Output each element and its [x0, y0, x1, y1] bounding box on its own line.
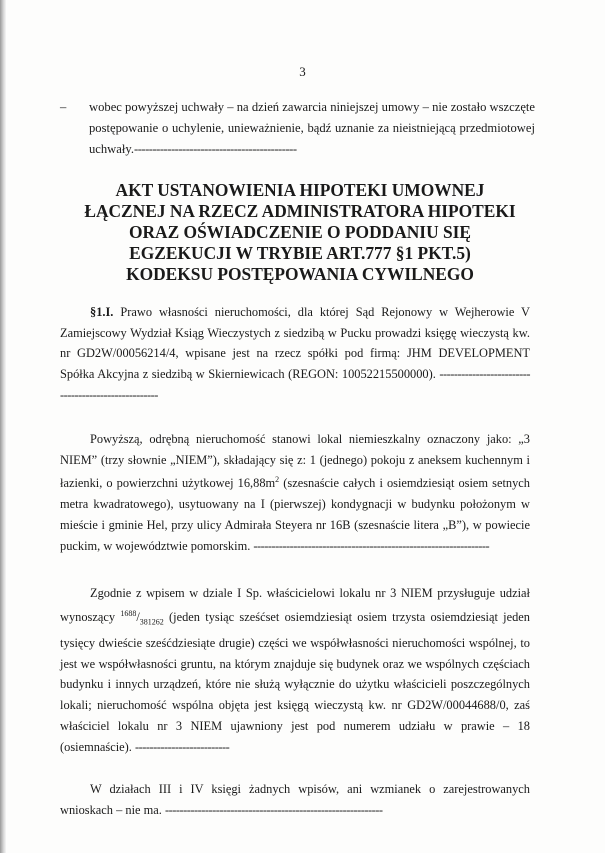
bullet-text-body: wobec powyższej uchwały – na dzień zawarcia niniejszej umowy – nie zostało wszczęte postępowanie o uchylenie, unieważnienie, bądź uznanie za nieistniejącą przedmiotowej uchwały.	[89, 100, 535, 156]
paragraph-4	[60, 779, 530, 820]
bullet-dash: –	[60, 100, 67, 114]
title-line: EGZEKUCJI W TRYBIE ART.777 §1 PKT.5)	[129, 243, 471, 263]
filler-dashes: --------------------------	[135, 739, 230, 754]
paragraph-text: (szesnaście całych i osiemdziesiąt osiem setnych metra kwadratowego), usytuowany na I (pierwszej) kondygnacji w budynku położonym w mieście i gminie Hel, przy ulicy Admirała Steyera nr 16B (szesnaście litera „B”), w powiecie puckim, w województwie pomorskim.	[60, 476, 530, 553]
bullet-text	[89, 97, 535, 160]
filler-dashes: -----------------------------------------------------------------	[253, 538, 490, 553]
fraction-numerator: 1688	[120, 608, 137, 618]
paragraph-text: W działach III i IV księgi żadnych wpisów, ani wzmianek o zarejestrowanych wnioskach – nie ma.	[60, 782, 530, 817]
fraction-denominator: 381262	[139, 617, 164, 627]
section-title	[70, 180, 530, 285]
filler-dashes: ------------------------------------------------------------	[164, 802, 383, 817]
filler-dashes: --------------------------------------------	[134, 142, 297, 156]
filler-dashes: ----------------------------------------------------	[60, 367, 530, 402]
section-label: §1.I.	[90, 305, 114, 319]
paragraph-text: Zgodnie z wpisem w dziale I Sp. właścicielowi lokalu nr 3 NIEM przysługuje udział wynoszący	[60, 586, 530, 624]
title-line: KODEKSU POSTĘPOWANIA CYWILNEGO	[126, 264, 474, 284]
title-line: ORAZ OŚWIADCZENIE O PODDANIU SIĘ	[128, 222, 472, 242]
title-line: AKT USTANOWIENIA HIPOTEKI UMOWNEJ	[115, 180, 485, 200]
scan-edge-shadow	[0, 0, 6, 853]
paragraph-1	[60, 302, 530, 406]
paragraph-text: (jeden tysiąc sześćset osiemdziesiąt osiem trzysta osiemdziesiąt jeden tysięcy dwieście sześćdziesiąte drugie) części we współwłasności nieruchomości wspólnej, to jest we współwłasności gruntu, na którym znajduje się budynek oraz we wspólnych częściach budynku i innych urządzeń, które nie służą wyłącznie do użytku właścicieli poszczególnych lokali; nieruchomość wspólna objęta jest księgą wieczystą kw. nr GD2W/00044688/0, zaś właściciel lokalu nr 3 NIEM ujawniony jest pod numerem udziału w prawie – 18 (osiemnaście).	[60, 609, 531, 754]
paragraph-2	[60, 429, 530, 556]
superscript: 2	[275, 475, 280, 485]
title-line: ŁĄCZNEJ NA RZECZ ADMINISTRATORA HIPOTEKI	[84, 201, 516, 221]
paragraph-text: Prawo własności nieruchomości, dla której Sąd Rejonowy w Wejherowie V Zamiejscowy Wydział Ksiąg Wieczystych z siedzibą w Pucku prowadzi księgę wieczystą kw. nr GD2W/00056214/4, wpisane jest na rzecz spółki pod firmą: JHM DEVELOPMENT Spółka Akcyjna z siedzibą w Skierniewicach (REGON: 10052215500000).	[60, 305, 530, 382]
page-number: 3	[299, 64, 306, 79]
paragraph-3	[60, 583, 530, 757]
paragraph-text: Powyższą, odrębną nieruchomość stanowi lokal niemieszkalny oznaczony jako: „3 NIEM” (trzy słownie „NIEM”), składający się z: 1 (jednego) pokoju z aneksem kuchennym i łazienki, o powierzchni użytkowej 16,88m	[60, 432, 530, 491]
fraction-separator: /	[136, 609, 140, 624]
